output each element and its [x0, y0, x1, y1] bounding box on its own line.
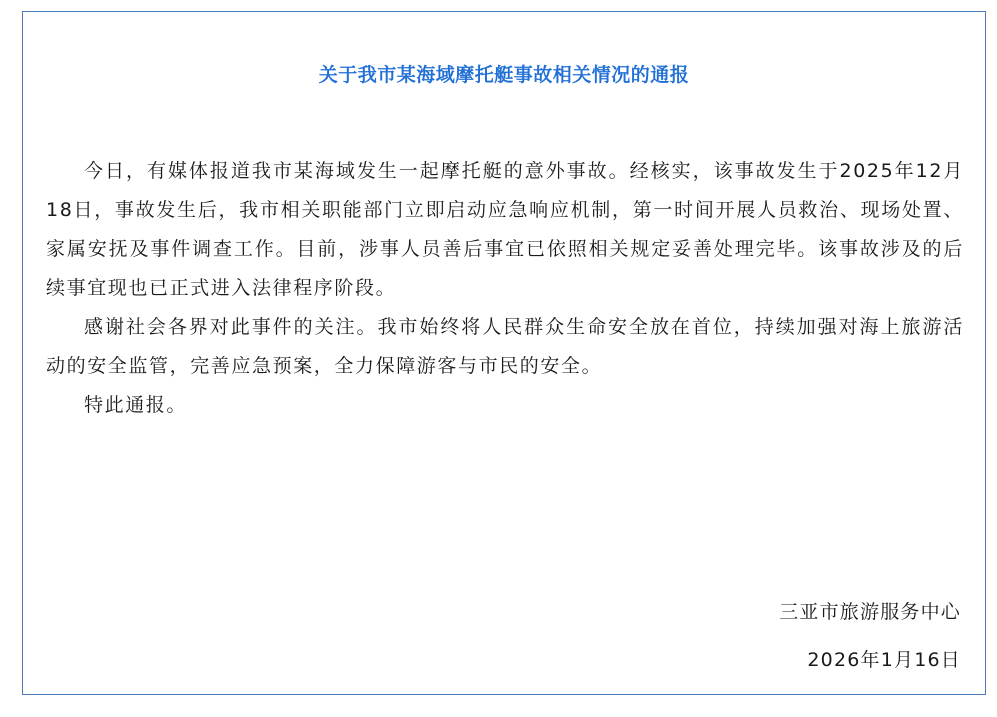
signature-organization: 三亚市旅游服务中心 — [779, 601, 961, 623]
notice-frame — [22, 11, 986, 695]
notice-title: 关于我市某海域摩托艇事故相关情况的通报 — [318, 64, 690, 86]
notice-body — [46, 152, 964, 425]
paragraph-incident: 今日，有媒体报道我市某海域发生一起摩托艇的意外事故。经核实，该事故发生于2025年12月18日，事故发生后，我市相关职能部门立即启动应急响应机制，第一时间开展人员救治、现场处置、家属安抚及事件调查工作。目前，涉事人员善后事宜已依照相关规定妥善处理完毕。该事故涉及的后续事宜现也已正式进入法律程序阶段。 — [46, 160, 964, 299]
paragraph-closing: 特此通报。 — [84, 394, 188, 416]
signature-date: 2026年1月16日 — [807, 649, 961, 671]
paragraph-thanks: 感谢社会各界对此事件的关注。我市始终将人民群众生命安全放在首位，持续加强对海上旅游活动的安全监管，完善应急预案，全力保障游客与市民的安全。 — [46, 316, 964, 377]
